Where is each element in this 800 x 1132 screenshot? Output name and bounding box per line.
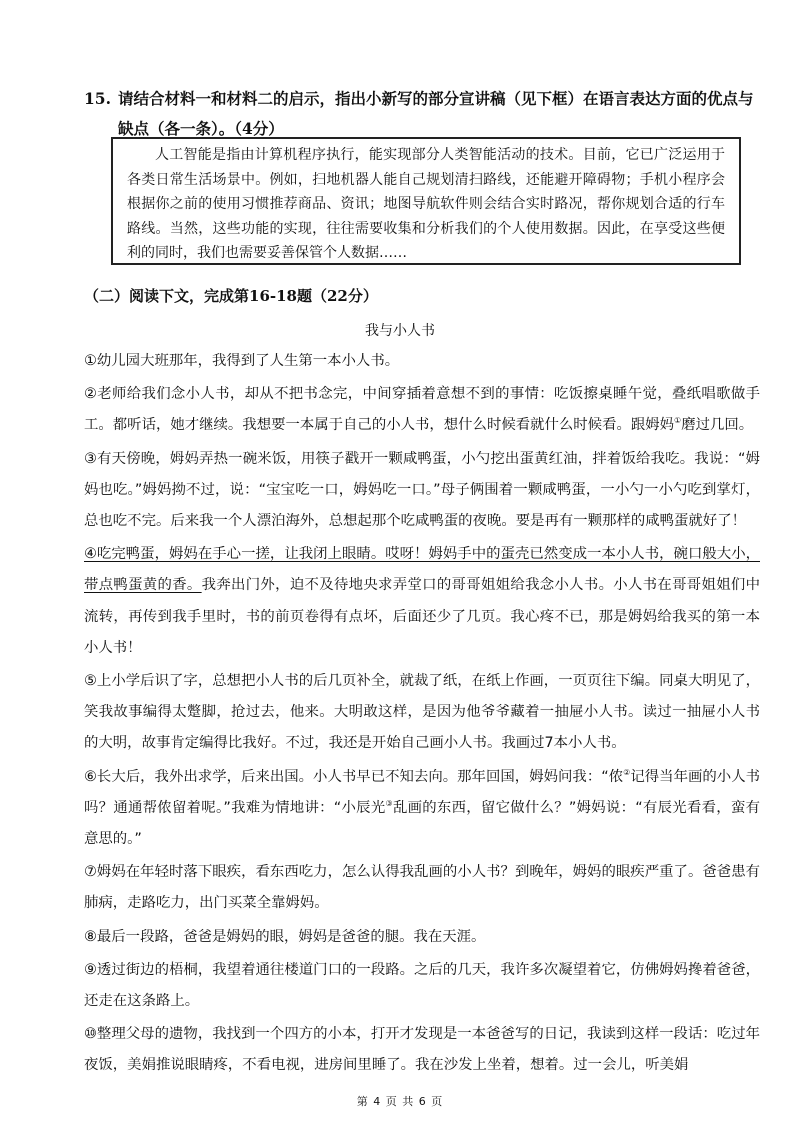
question-number: 15.	[84, 89, 111, 108]
paragraph-4-rest: 我奔出门外，迫不及待地央求弄堂口的哥哥姐姐给我念小人书。小人书在哥哥姐姐们中流转，再传到我手里时，书的前页卷得有点坏，后面还少了几页。我心疼不已，那是姆妈给我买的第一本小人书！	[84, 577, 760, 656]
paragraph-9: ⑨透过街边的梧桐，我望着通往楼道门口的一段路。之后的几天，我许多次凝望着它，仿佛姆妈搀着爸爸，还走在这条路上。	[84, 961, 760, 1010]
question-text: 请结合材料一和材料二的启示，指出小新写的部分宣讲稿（见下框）在语言表达方面的优点与缺点（各一条）。（4分）	[118, 89, 754, 138]
underlined-sentence: ④吃完鸭蛋，姆妈在手心一搓，让我闭上眼睛。哎呀！姆妈手中的蛋壳已然变成一本小人书，碗口般大小，带点鸭蛋黄的香。	[84, 546, 760, 594]
footnote-marker-3: ③	[385, 799, 393, 809]
paragraph-6-text-c: 乱画的东西，留它做什么？”姆妈说：“有辰光看看，蛮有意思的。”	[84, 799, 760, 848]
paragraph-10: ⑩整理父母的遗物，我找到一个四方的小本，打开才发现是一本爸爸写的日记，我读到这样一段话：吃过年夜饭，美娟推说眼睛疼，不看电视，进房间里睡了。我在沙发上坐着，想着。过一会儿，听美娟	[84, 1026, 760, 1074]
section-heading: （二）阅读下文，完成第16-18题（22分）	[84, 287, 378, 305]
article-body	[84, 346, 760, 1084]
draft-box	[111, 137, 741, 265]
paragraph-6	[84, 762, 760, 856]
paragraph-8: ⑧最后一段路，爸爸是姆妈的眼，姆妈是爸爸的腿。我在天涯。	[84, 928, 486, 945]
footnote-marker-1: ①	[674, 416, 682, 426]
paragraph-6-text-b: 记得当年画的小人书吗？通通帮侬留着呢。”我难为情地讲：“小辰光	[84, 768, 761, 816]
paragraph-4	[84, 539, 760, 664]
draft-box-text: 人工智能是指由计算机程序执行，能实现部分人类智能活动的技术。目前，它已广泛运用于各类日常生活场景中。例如，扫地机器人能自己规划清扫路线，还能避开障碍物；手机小程序会根据你之前的使用习惯推荐商品、资讯；地图导航软件则会结合实时路况，帮你规划合适的行车路线。当然，这些功能的实现，往往需要收集和分析我们的个人使用数据。因此，在享受这些便利的同时，我们也需要妥善保管个人数据……	[127, 147, 725, 261]
paragraph-2-text-b: 磨过几回。	[681, 417, 754, 434]
paragraph-5: ⑤上小学后识了字，总想把小人书的后几页补全，就裁了纸，在纸上作画，一页页往下编。同桌大明见了，笑我故事编得太蹩脚，抢过去，他来。大明敢这样，是因为他爷爷藏着一抽屉小人书。读过一抽屉小人书的大明，故事肯定编得比我好。不过，我还是开始自己画小人书。我画过7本小人书。	[84, 673, 760, 752]
paragraph-3: ③有天傍晚，姆妈弄热一碗米饭，用筷子戳开一颗咸鸭蛋，小勺挖出蛋黄红油，拌着饭给我吃。我说：“姆妈也吃。”姆妈拗不过，说：“宝宝吃一口，姆妈吃一口。”母子俩围着一颗咸鸭蛋，一小勺一小勺吃到掌灯，总也吃不完。后来我一个人漂泊海外，总想起那个吃咸鸭蛋的夜晚。要是再有一颗那样的咸鸭蛋就好了！	[84, 450, 760, 530]
paragraph-6-text-a: ⑥长大后，我外出求学，后来出国。小人书早已不知去向。那年回国，姆妈问我：“侬	[84, 768, 624, 785]
paragraph-7: ⑦姆妈在年轻时落下眼疾，看东西吃力，怎么认得我乱画的小人书？到晚年，姆妈的眼疾严重了。爸爸患有肺病，走路吃力，出门买菜全靠姆妈。	[84, 864, 760, 912]
footnote-marker-2: ②	[623, 767, 631, 777]
question-15	[84, 84, 764, 144]
article-title: 我与小人书	[365, 323, 435, 339]
paragraph-1: ①幼儿园大班那年，我得到了人生第一本小人书。	[84, 353, 400, 369]
page-footer: 第 4 页 共 6 页	[356, 1095, 444, 1108]
paragraph-2	[84, 379, 760, 441]
paragraph-2-text-a: ②老师给我们念小人书，却从不把书念完，中间穿插着意想不到的事情：吃饭擦桌睡午觉，叠纸唱歌做手工。都听话，她才继续。我想要一本属于自己的小人书，想什么时候看就什么时候看。跟姆妈	[84, 386, 760, 434]
